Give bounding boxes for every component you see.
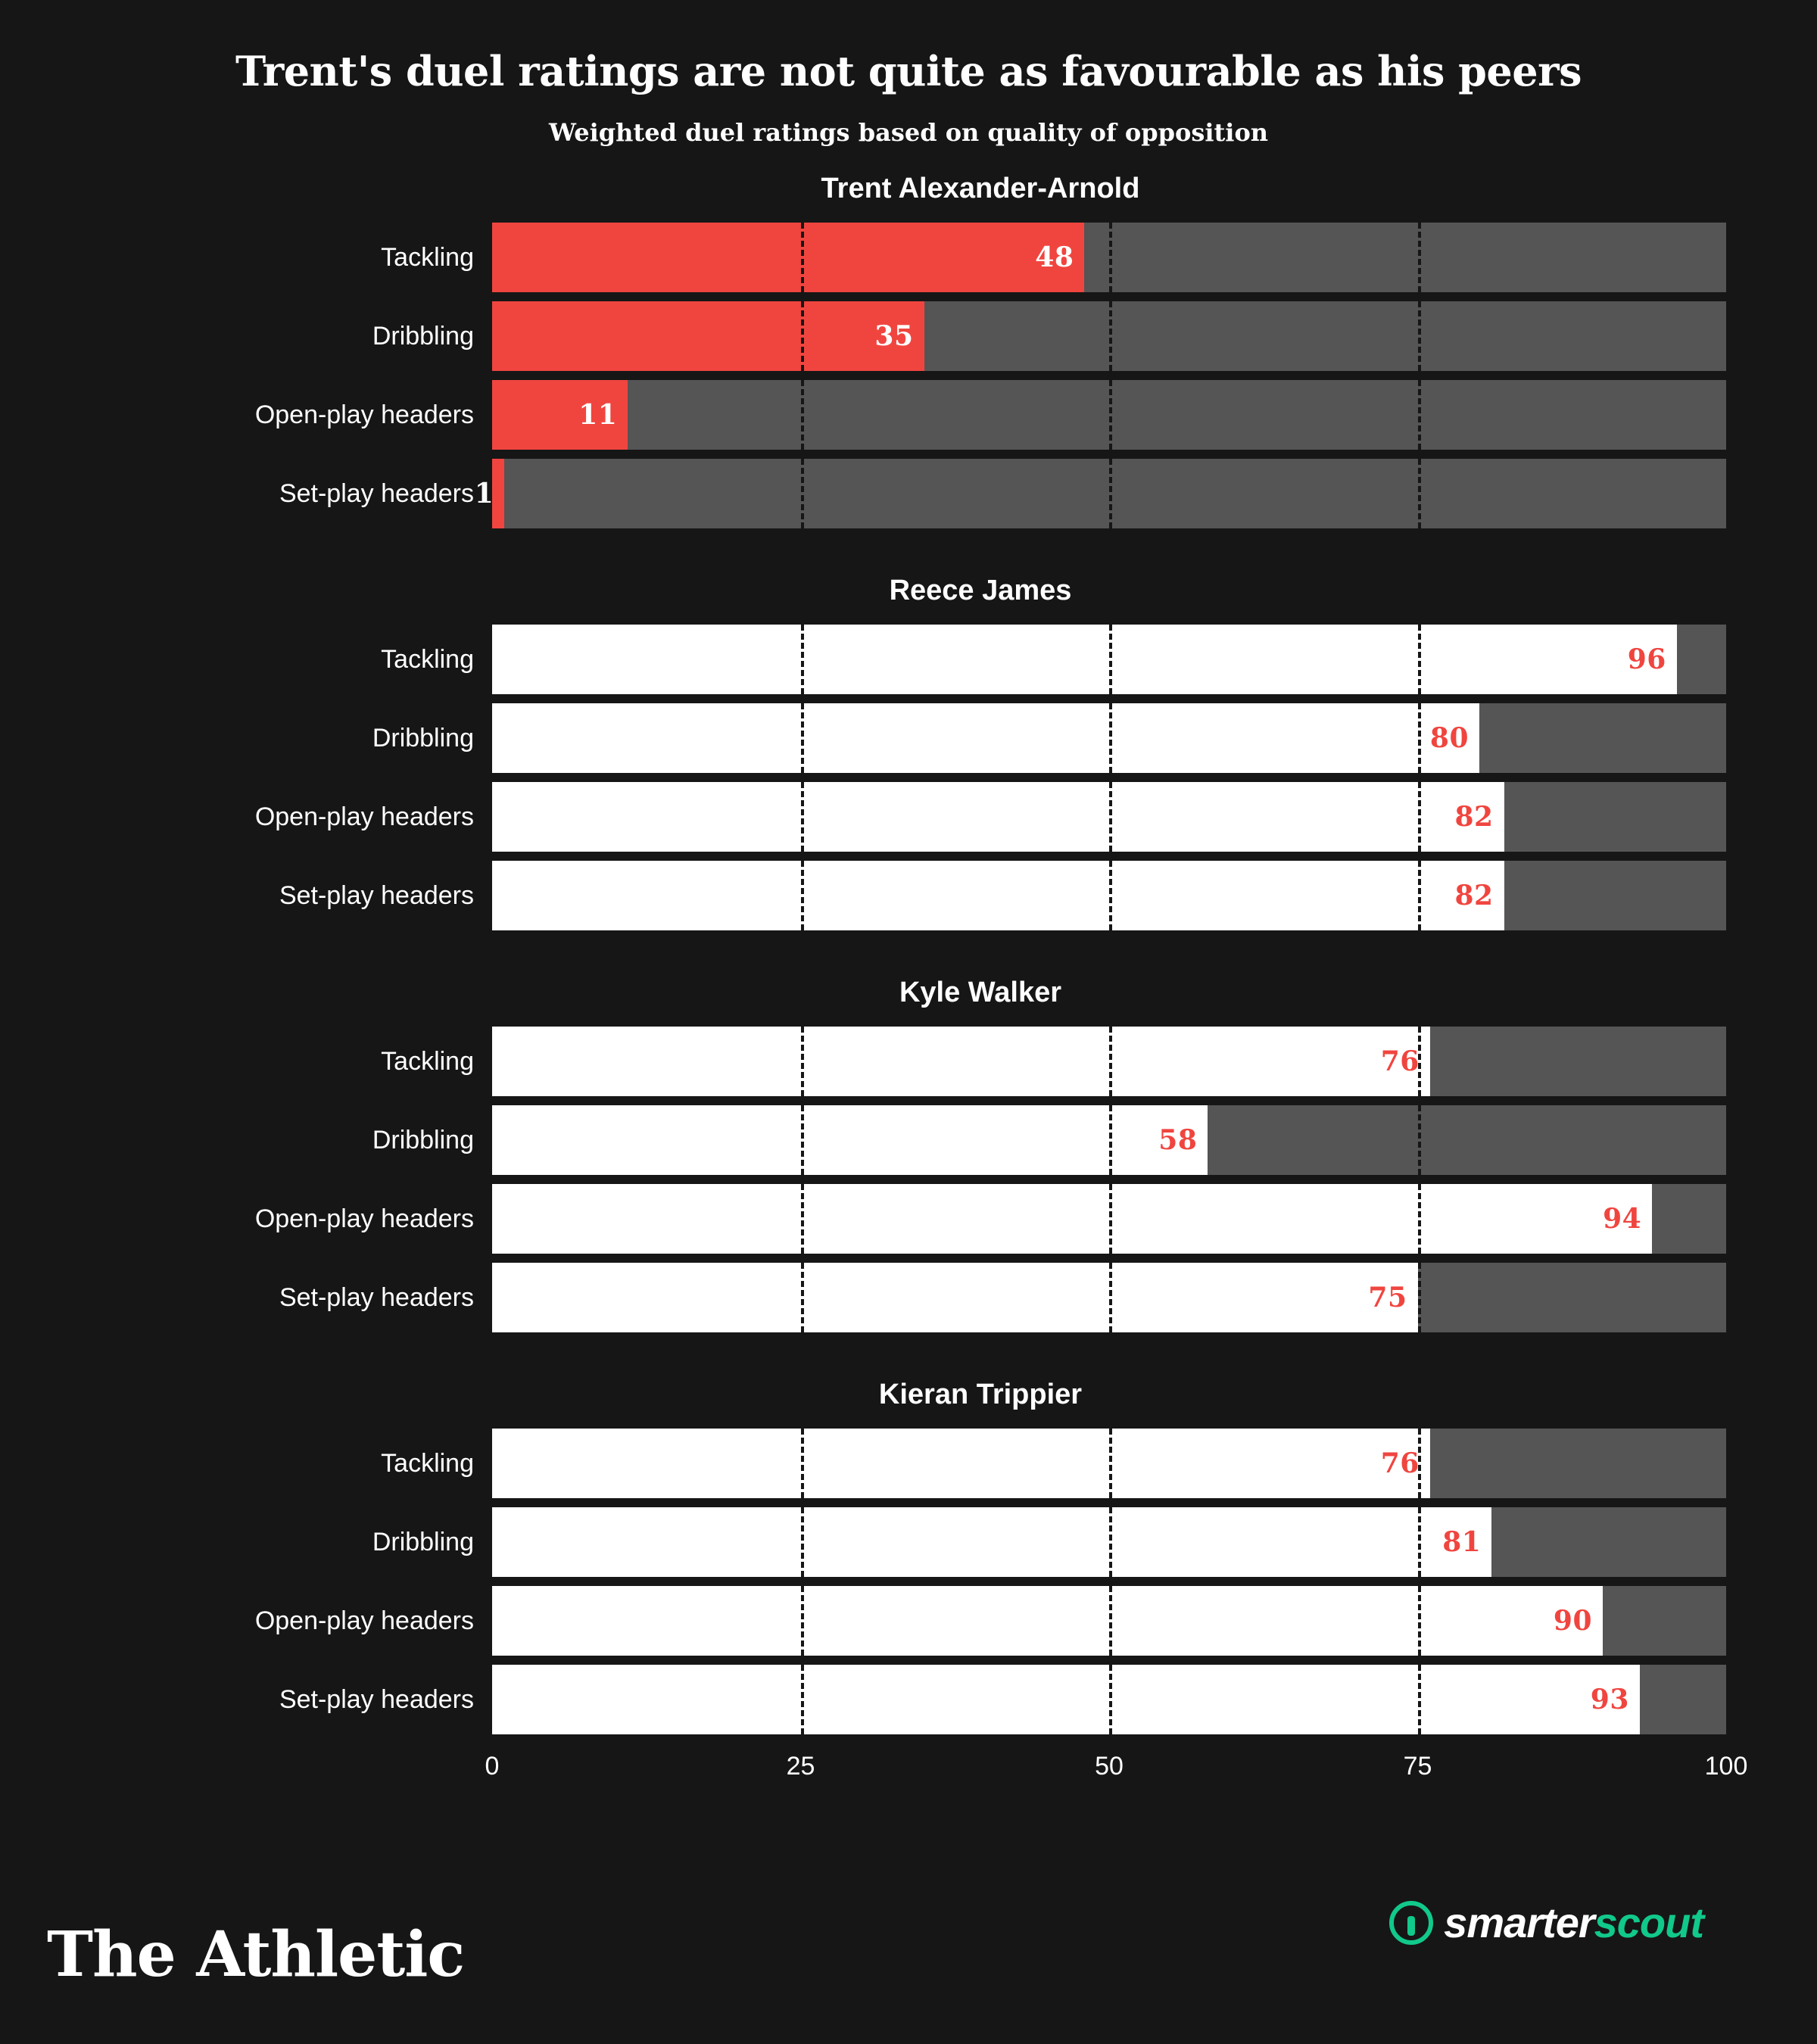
- bar-value-label: 75: [1368, 1282, 1407, 1313]
- gridline: [1418, 625, 1421, 694]
- bar-value-label: 35: [874, 320, 914, 352]
- panel-gap: [91, 934, 1726, 977]
- bar-track: [492, 1184, 1726, 1254]
- bar-row-label: Open-play headers: [254, 400, 474, 429]
- bar-fill: [492, 1027, 1430, 1096]
- bar-value-label: 48: [1035, 241, 1074, 273]
- the-athletic-logo: The Athletic: [47, 1918, 465, 1991]
- axis-spacer: [91, 1746, 492, 1791]
- gridline: [1418, 1586, 1421, 1656]
- bar-fill: [492, 782, 1504, 852]
- bar-track: [492, 782, 1726, 852]
- bar-fill: [492, 1586, 1603, 1656]
- gridline: [1418, 1105, 1421, 1175]
- bar-value-label: 94: [1603, 1203, 1642, 1235]
- player-name: Kyle Walker: [899, 977, 1062, 1008]
- gridline: [1109, 782, 1112, 852]
- gridline: [801, 861, 804, 930]
- x-axis: [91, 1746, 1748, 1791]
- smarterscout-mark-icon: [1389, 1901, 1433, 1945]
- gridline: [801, 1184, 804, 1254]
- page-subtitle: Weighted duel ratings based on quality of opposition: [548, 118, 1269, 147]
- gridline: [1109, 1429, 1112, 1498]
- axis-tick-label: 0: [485, 1752, 500, 1781]
- gridline: [1418, 861, 1421, 930]
- bar-row: [91, 1101, 1726, 1179]
- player-panel: [91, 575, 1726, 934]
- bar-row-label: Dribbling: [372, 1125, 474, 1154]
- bar-track: [492, 625, 1726, 694]
- player-panel: [91, 173, 1726, 532]
- gridline: [1418, 380, 1421, 450]
- gridline: [801, 380, 804, 450]
- bar-fill: [492, 1105, 1208, 1175]
- chart-panels: [91, 173, 1726, 1738]
- bar-track: [492, 1586, 1726, 1656]
- smarterscout-word-2: scout: [1594, 1899, 1703, 1946]
- gridline: [801, 1105, 804, 1175]
- bar-row: [91, 778, 1726, 855]
- bar-track: [492, 1665, 1726, 1734]
- bar-fill: [492, 459, 504, 528]
- bar-fill: [492, 1665, 1640, 1734]
- bar-row: [91, 621, 1726, 698]
- bar-row: [91, 376, 1726, 453]
- bar-track: [474, 459, 1726, 528]
- gridline: [1109, 703, 1112, 773]
- page-title: Trent's duel ratings are not quite as favourable as his peers: [235, 47, 1582, 95]
- bar-fill: [492, 1263, 1418, 1332]
- bar-row: [91, 455, 1726, 532]
- bar-track: [492, 1429, 1726, 1498]
- bar-row: [91, 219, 1726, 296]
- bar-row-label: Open-play headers: [254, 1606, 474, 1635]
- bar-track: [492, 380, 1726, 450]
- gridline: [801, 1263, 804, 1332]
- gridline: [1109, 1507, 1112, 1577]
- gridline: [801, 1507, 804, 1577]
- bar-row: [91, 700, 1726, 777]
- gridline: [801, 782, 804, 852]
- bar-track: [492, 703, 1726, 773]
- gridline: [1109, 301, 1112, 371]
- gridline: [801, 625, 804, 694]
- bar-rows: [91, 1023, 1726, 1336]
- bar-value-label: 90: [1553, 1605, 1592, 1637]
- bar-value-label: 58: [1158, 1124, 1198, 1156]
- bar-fill: [492, 703, 1479, 773]
- gridline: [801, 703, 804, 773]
- gridline: [1418, 782, 1421, 852]
- player-panel: [91, 1379, 1726, 1738]
- bar-fill: [492, 1429, 1430, 1498]
- player-panel: [91, 977, 1726, 1336]
- axis-tick-label: 50: [1095, 1752, 1124, 1781]
- bar-row-label: Set-play headers: [279, 1282, 474, 1312]
- bar-value-label: 11: [578, 399, 618, 431]
- axis-tick-row: [485, 1746, 1748, 1791]
- bar-track: [492, 223, 1726, 292]
- bar-row-label: Tackling: [381, 242, 474, 272]
- bar-fill: [492, 1507, 1491, 1577]
- gridline: [1109, 1105, 1112, 1175]
- bar-rows: [91, 1425, 1726, 1738]
- gridline: [1109, 1027, 1112, 1096]
- gridline: [1109, 1184, 1112, 1254]
- gridline: [1418, 1429, 1421, 1498]
- gridline: [1109, 223, 1112, 292]
- bar-track: [492, 861, 1726, 930]
- gridline: [1418, 1263, 1421, 1332]
- bar-row-label: Open-play headers: [254, 802, 474, 831]
- bar-fill: [492, 301, 924, 371]
- bar-track: [492, 1263, 1726, 1332]
- chart-container: [91, 173, 1748, 1791]
- gridline: [1109, 861, 1112, 930]
- bar-value-label: 82: [1454, 880, 1494, 911]
- bar-track: [492, 1027, 1726, 1096]
- bar-value-label: 76: [1380, 1045, 1420, 1077]
- bar-rows: [91, 621, 1726, 934]
- footer: [0, 1817, 1817, 2044]
- gridline: [1109, 1263, 1112, 1332]
- bar-rows: [91, 219, 1726, 532]
- gridline: [1109, 380, 1112, 450]
- bar-row: [91, 1259, 1726, 1336]
- gridline: [1418, 1665, 1421, 1734]
- bar-row: [91, 857, 1726, 934]
- bar-row-label: Open-play headers: [254, 1204, 474, 1233]
- gridline: [801, 459, 804, 528]
- bar-row: [91, 1503, 1726, 1581]
- panel-gap: [91, 532, 1726, 575]
- bar-row: [91, 1023, 1726, 1100]
- gridline: [801, 301, 804, 371]
- bar-fill: [492, 625, 1677, 694]
- gridline: [801, 1665, 804, 1734]
- bar-value-label: 96: [1627, 643, 1666, 675]
- bar-row-label: Dribbling: [372, 1527, 474, 1556]
- bar-row-label: Dribbling: [372, 723, 474, 752]
- gridline: [801, 1027, 804, 1096]
- smarterscout-wordmark: [1444, 1898, 1703, 1947]
- bar-row: [91, 298, 1726, 375]
- bar-fill: [492, 861, 1504, 930]
- bar-fill: [492, 380, 628, 450]
- bar-row-label: Tackling: [381, 1448, 474, 1478]
- bar-fill: [492, 223, 1084, 292]
- player-name: Kieran Trippier: [878, 1379, 1083, 1410]
- gridline: [1418, 1507, 1421, 1577]
- bar-row: [91, 1582, 1726, 1659]
- bar-row-label: Dribbling: [372, 321, 474, 351]
- bar-value-label: 82: [1454, 801, 1494, 833]
- gridline: [1418, 223, 1421, 292]
- axis-tick-label: 75: [1403, 1752, 1432, 1781]
- bar-row: [91, 1661, 1726, 1738]
- gridline: [1109, 625, 1112, 694]
- axis-tick-label: 25: [786, 1752, 815, 1781]
- bar-track: [492, 1507, 1726, 1577]
- bar-row-label: Set-play headers: [279, 1684, 474, 1714]
- bar-fill: [492, 1184, 1652, 1254]
- gridline: [1418, 301, 1421, 371]
- gridline: [1109, 459, 1112, 528]
- gridline: [1109, 1586, 1112, 1656]
- bar-track: [492, 301, 1726, 371]
- bar-row-label: Set-play headers: [279, 478, 474, 508]
- bar-value-label: 80: [1429, 722, 1469, 754]
- player-name: Reece James: [889, 575, 1072, 606]
- bar-row-label: Set-play headers: [279, 880, 474, 910]
- smarterscout-word-1: smarter: [1444, 1899, 1594, 1946]
- gridline: [1418, 703, 1421, 773]
- panel-gap: [91, 1336, 1726, 1379]
- bar-value-label: 81: [1442, 1526, 1482, 1558]
- bar-value-label: 93: [1590, 1684, 1629, 1715]
- bar-value-label: 76: [1380, 1447, 1420, 1479]
- bar-track: [492, 1105, 1726, 1175]
- gridline: [801, 223, 804, 292]
- player-name: Trent Alexander-Arnold: [821, 173, 1140, 204]
- gridline: [1418, 459, 1421, 528]
- smarterscout-logo: [1389, 1898, 1703, 1947]
- bar-row: [91, 1425, 1726, 1502]
- bar-row-label: Tackling: [381, 1046, 474, 1076]
- bar-row: [91, 1180, 1726, 1257]
- gridline: [1109, 1665, 1112, 1734]
- gridline: [1418, 1184, 1421, 1254]
- bar-row-label: Tackling: [381, 644, 474, 674]
- axis-tick-label: 100: [1704, 1752, 1748, 1781]
- gridline: [801, 1586, 804, 1656]
- bar-value-label: 1: [474, 478, 494, 509]
- gridline: [1418, 1027, 1421, 1096]
- gridline: [801, 1429, 804, 1498]
